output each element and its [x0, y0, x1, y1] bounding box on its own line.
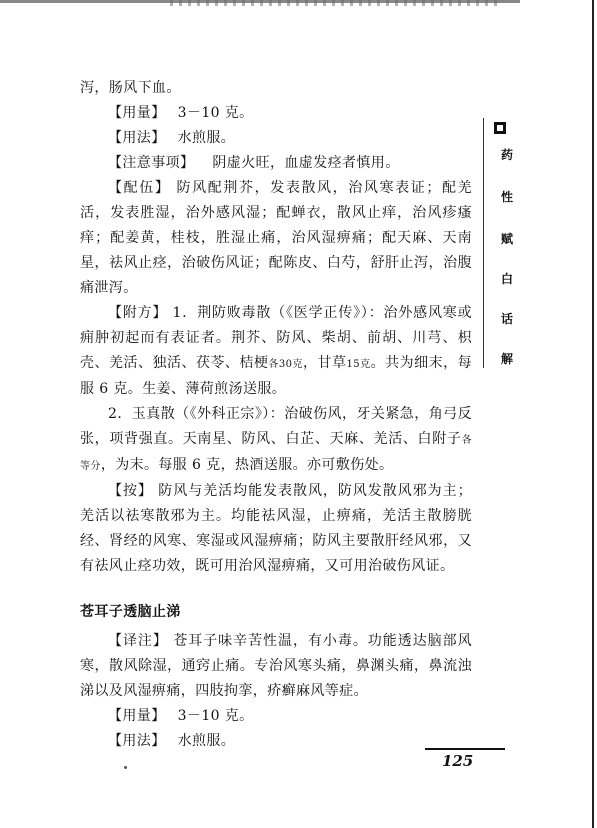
formula-paragraph-2: 2．玉真散（《外科正宗》）：治破伤风，牙关紧急，角弓反张，项背强直。天南星、防风、白芷、天麻、羌活、白附子各等分，为末。每服 6 克，热酒送服。亦可敷伤处。	[80, 406, 472, 473]
side-divider	[483, 118, 484, 368]
footer-rule	[425, 748, 505, 750]
page-number: 125	[442, 752, 474, 770]
side-title-char: 性	[501, 190, 514, 204]
side-title-char: 白	[501, 272, 514, 286]
square-bullet-icon	[494, 122, 506, 134]
side-title-char: 赋	[501, 232, 514, 246]
side-title-char: 话	[501, 312, 514, 326]
page-body	[80, 76, 472, 754]
usage-row: 【用法】 水煎服。	[108, 130, 236, 146]
text-line: 泻，肠风下血。	[80, 80, 181, 96]
section-heading: 苍耳子透脑止涕	[80, 604, 181, 620]
scan-right-edge	[592, 0, 594, 828]
usage-row: 【用法】 水煎服。	[108, 733, 236, 749]
annotation-paragraph: 【译注】 苍耳子味辛苦性温，有小毒。功能透达脑部风寒，散风除湿，通窍止痛。专治风寒头痛，鼻渊头痛，鼻流浊涕以及风湿痹痛，四肢拘挛，疥癣麻风等症。	[80, 633, 472, 699]
scan-speck	[124, 766, 127, 769]
side-title-char: 解	[501, 352, 514, 366]
note-paragraph: 【按】 防风与羌活均能发表散风，防风发散风邪为主；羌活以祛寒散邪为主。均能祛风湿，止痹痛，羌活主散膀胱经、肾经的风寒、寒湿或风湿痹痛；防风主要散肝经风邪，又有祛风止痉功效，既可用治风湿痹痛，又可用治破伤风证。	[80, 483, 472, 574]
dosage-row: 【用量】 3－10 克。	[108, 105, 254, 121]
combination-paragraph: 【配伍】 防风配荆芥，发表散风，治风寒表证；配羌活，发表胜湿，治外感风湿；配蝉衣，散风止痒，治风疹瘙痒；配姜黄，桂枝，胜湿止痛，治风湿痹痛；配天麻、天南星，祛风止痉，治破伤风证；配陈皮、白芍，舒肝止泻，治腹痛泄泻。	[80, 180, 472, 296]
formula-paragraph-1: 【附方】 1．荆防败毒散（《医学正传》）：治外感风寒或痈肿初起而有表证者。荆芥、防风、柴胡、前胡、川芎、枳壳、羌活、独活、茯苓、桔梗各30克，甘草15克。共为细末，每服 6 克。生姜、薄荷煎汤送服。	[80, 305, 472, 397]
side-title-char: 药	[501, 148, 514, 162]
caution-row: 【注意事项】 阴虚火旺，血虚发痉者慎用。	[108, 155, 400, 171]
dosage-row: 【用量】 3－10 克。	[108, 708, 254, 724]
scan-noise	[170, 0, 500, 6]
